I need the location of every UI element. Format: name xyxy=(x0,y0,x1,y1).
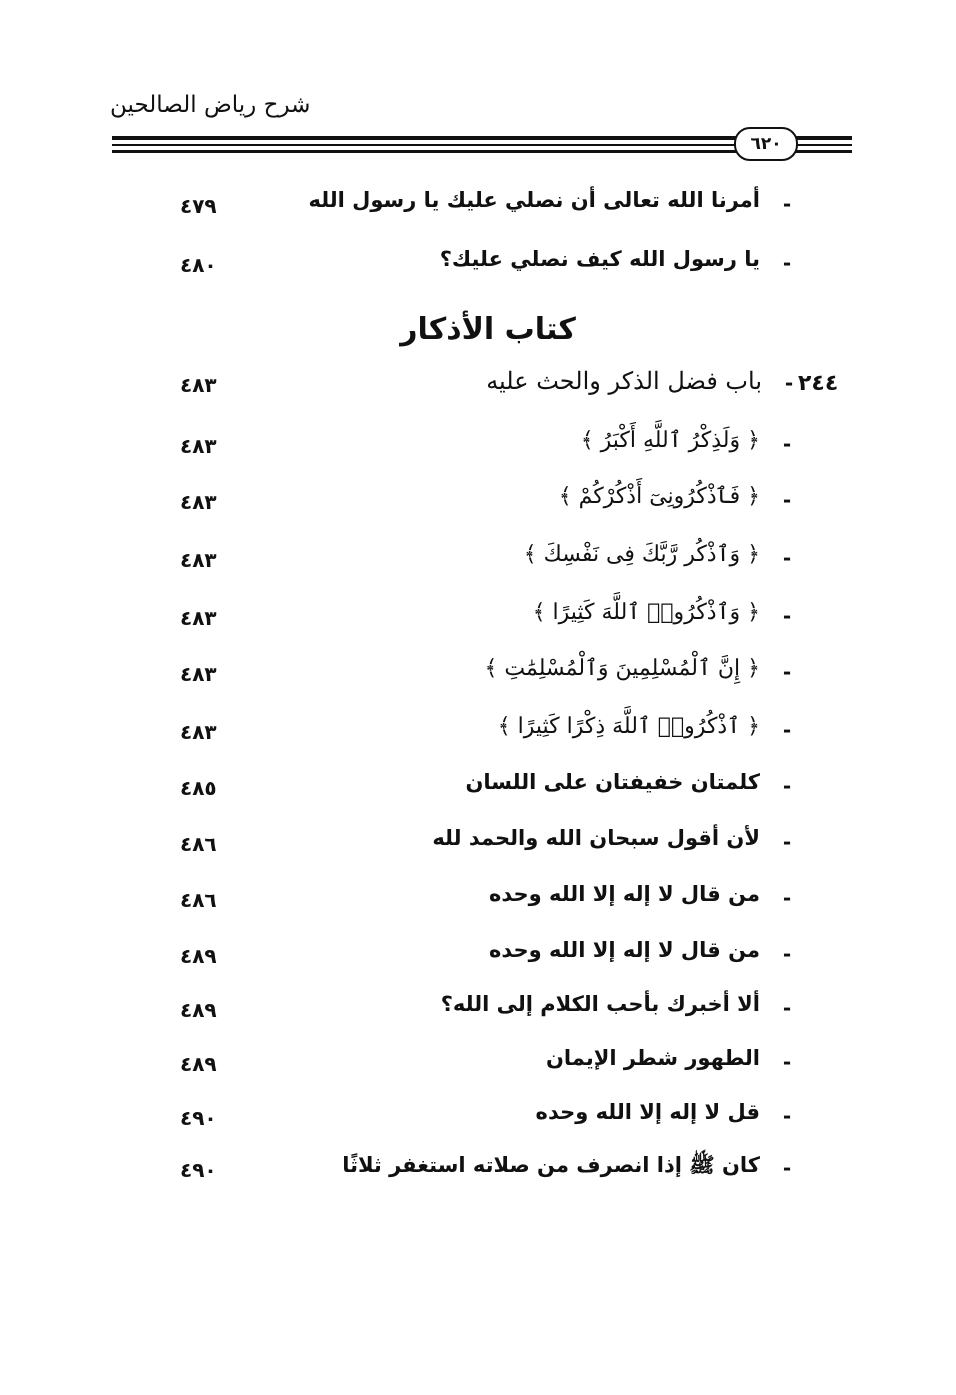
quran-verse: ﴿ وَٱذْكُرُوا۟ ٱللَّهَ كَثِيرًا ﴾ xyxy=(532,600,760,625)
entry-dash: - xyxy=(782,604,792,628)
page-ref: ٤٨٩ xyxy=(180,998,217,1022)
page-ref: ٤٧٩ xyxy=(180,194,217,218)
index-row xyxy=(0,1100,956,1144)
page-ref: ٤٨٩ xyxy=(180,944,217,968)
index-row xyxy=(0,1046,956,1090)
entry-text: الطهور شطر الإيمان xyxy=(545,1046,760,1070)
entry-dash: - xyxy=(784,371,794,395)
entry-text: كلمتان خفيفتان على اللسان xyxy=(465,770,760,794)
entry-dash: - xyxy=(782,1050,792,1074)
index-row xyxy=(0,656,956,700)
chapter-title: باب فضل الذكر والحث عليه xyxy=(486,367,762,395)
book-title: كتاب الأذكار xyxy=(400,312,576,347)
page-ref: ٤٨٣ xyxy=(180,720,217,744)
page-ref: ٤٨٣ xyxy=(180,490,217,514)
entry-text: من قال لا إله إلا الله وحده xyxy=(488,938,760,962)
quran-verse: ﴿ فَٱذْكُرُونِىٓ أَذْكُرْكُمْ ﴾ xyxy=(558,484,760,509)
page-ref: ٤٨٦ xyxy=(180,888,217,912)
index-row xyxy=(0,247,956,291)
page-ref: ٤٨٣ xyxy=(180,434,217,458)
entry-text: من قال لا إله إلا الله وحده xyxy=(488,882,760,906)
index-row xyxy=(0,484,956,528)
page-ref: ٤٨٣ xyxy=(180,662,217,686)
header-title: شرح رياض الصالحين xyxy=(110,92,311,118)
entry-dash: - xyxy=(782,774,792,798)
entry-text: لأن أقول سبحان الله والحمد لله xyxy=(432,826,760,850)
page-number: ٦٢٠ xyxy=(734,127,798,161)
entry-text: ألا أخبرك بأحب الكلام إلى الله؟ xyxy=(440,992,760,1016)
chapter-row xyxy=(0,367,956,411)
quran-verse: ﴿ وَٱذْكُر رَّبَّكَ فِى نَفْسِكَ ﴾ xyxy=(523,542,760,567)
entry-dash: - xyxy=(782,1104,792,1128)
entry-dash: - xyxy=(782,942,792,966)
page-ref: ٤٨٣ xyxy=(180,548,217,572)
page-ref: ٤٨٩ xyxy=(180,1052,217,1076)
entry-dash: - xyxy=(782,830,792,854)
entry-dash: - xyxy=(782,886,792,910)
page-ref: ٤٩٠ xyxy=(180,1106,217,1130)
entry-dash: - xyxy=(782,432,792,456)
page-ref: ٤٩٠ xyxy=(180,1158,217,1182)
entry-dash: - xyxy=(782,251,792,275)
entry-dash: - xyxy=(782,660,792,684)
entry-dash: - xyxy=(782,192,792,216)
index-row xyxy=(0,714,956,758)
index-row xyxy=(0,428,956,472)
index-row xyxy=(0,188,956,232)
index-row xyxy=(0,938,956,982)
page-ref: ٤٨٣ xyxy=(180,606,217,630)
quran-verse: ﴿ ٱذْكُرُوا۟ ٱللَّهَ ذِكْرًا كَثِيرًا ﴾ xyxy=(497,714,760,739)
index-row xyxy=(0,992,956,1036)
chapter-number: ٢٤٤ xyxy=(798,371,839,396)
entry-dash: - xyxy=(782,1156,792,1180)
quran-verse: ﴿ وَلَذِكْرُ ٱللَّهِ أَكْبَرُ ﴾ xyxy=(580,428,760,453)
index-row xyxy=(0,1152,956,1196)
page-ref: ٤٨٠ xyxy=(180,253,217,277)
entry-text: يا رسول الله كيف نصلي عليك؟ xyxy=(439,247,760,271)
entry-dash: - xyxy=(782,546,792,570)
page-ref: ٤٨٣ xyxy=(180,373,217,397)
index-row xyxy=(0,826,956,870)
index-row xyxy=(0,770,956,814)
entry-dash: - xyxy=(782,996,792,1020)
index-row xyxy=(0,882,956,926)
entry-dash: - xyxy=(782,488,792,512)
entry-text: قل لا إله إلا الله وحده xyxy=(535,1100,760,1124)
page-ref: ٤٨٦ xyxy=(180,832,217,856)
entry-text: أمرنا الله تعالى أن نصلي عليك يا رسول الله xyxy=(308,188,760,212)
quran-verse: ﴿ إِنَّ ٱلْمُسْلِمِينَ وَٱلْمُسْلِمَٰتِ ﴾ xyxy=(484,656,760,681)
entry-dash: - xyxy=(782,718,792,742)
page-ref: ٤٨٥ xyxy=(180,776,217,800)
index-row xyxy=(0,542,956,586)
entry-text: كان ﷺ إذا انصرف من صلاته استغفر ثلاثًا xyxy=(342,1153,760,1177)
index-row xyxy=(0,600,956,644)
